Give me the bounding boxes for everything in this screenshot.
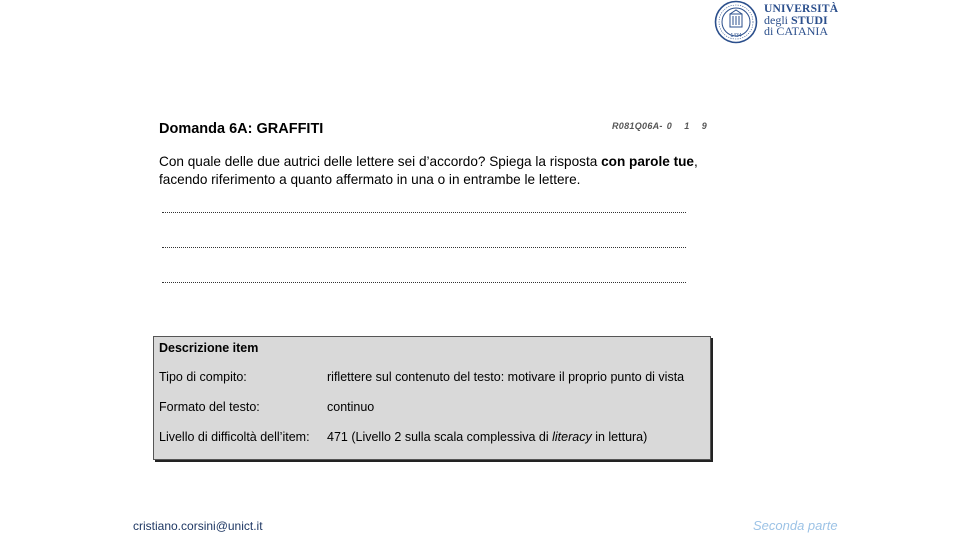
row-label: Tipo di compito: [159,370,247,384]
answer-line-2 [162,247,686,248]
university-name [764,4,838,37]
question-code: R081Q06A- 0 1 9 [612,121,712,131]
description-row-task-type [159,370,684,384]
answer-line-1 [162,212,686,213]
row-value: riflettere sul contenuto del testo: motivare il proprio punto di vista [327,370,685,384]
logo-line-3: di CATANIA [764,24,829,38]
logo-line-2: degli STUDI [764,13,828,27]
answer-line-3 [162,282,686,283]
logo-line-1: UNIVERSITÀ [764,3,839,15]
university-logo [714,0,839,46]
footer-section-label: Seconda parte [753,518,838,533]
university-seal-icon [714,0,758,44]
description-row-difficulty [159,430,647,444]
seal-year: 1434 [730,33,742,39]
description-heading: Descrizione item [159,341,259,355]
footer-email[interactable]: cristiano.corsini@unict.it [133,519,263,533]
question-text: Con quale delle due autrici delle lettere sei d’accordo? Spiega la risposta con parole tue, facendo riferimento a quanto affermato in una o in entrambe le lettere. [159,154,698,187]
row-label: Formato del testo: [159,400,260,414]
row-value: 471 (Livello 2 sulla scala complessiva di literacy in lettura) [327,430,648,444]
item-description-box [153,336,711,460]
question-title: Domanda 6A: GRAFFITI [159,121,324,137]
description-row-text-format [159,400,374,414]
row-value: continuo [327,400,375,414]
row-label: Livello di difficoltà dell’item: [159,430,310,444]
